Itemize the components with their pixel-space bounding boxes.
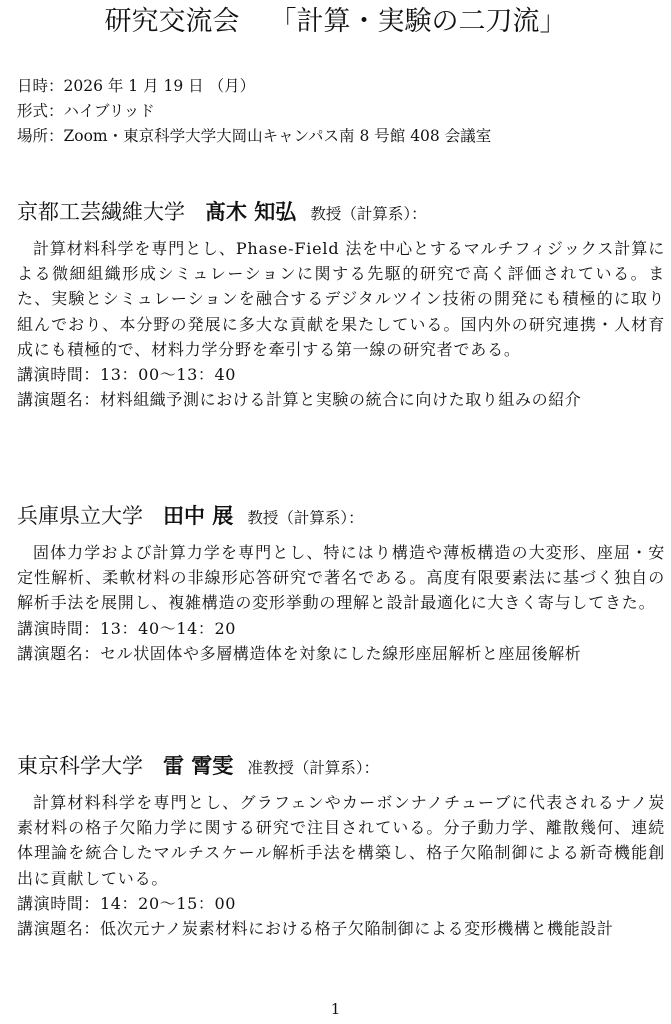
page-title	[0, 4, 671, 40]
talk-time: 講演時間：13：00〜13：40	[17, 365, 237, 385]
speaker-section-2	[17, 500, 665, 666]
speaker-name: 雷 霄雯	[163, 754, 234, 778]
title-theme: 「計算・実験の二刀流」	[269, 6, 567, 37]
title-event-name: 研究交流会	[104, 6, 240, 37]
speaker-role: 准教授（計算系）：	[247, 759, 380, 777]
speaker-bio: 固体力学および計算力学を専門とし、特にはり構造や薄板構造の大変形、座屈・安定性解析、柔軟材料の非線形応答研究で著名である。高度有限要素法に基づく独自の解析手法を展開し、複雑構造の変形挙動の理解と設計最適化に大きく寄与してきた。	[17, 543, 665, 613]
speaker-name: 髙木 知弘	[205, 200, 297, 224]
event-venue: 場所：Zoom・東京科学大学大岡山キャンパス南 8 号館 408 会議室	[17, 127, 492, 145]
talk-time: 講演時間：14：20〜15：00	[17, 893, 237, 913]
speaker-heading	[17, 196, 665, 230]
speaker-role: 教授（計算系）：	[310, 205, 427, 223]
speaker-affiliation: 東京科学大学	[17, 754, 143, 778]
speaker-heading	[17, 750, 665, 784]
speaker-heading	[17, 500, 665, 534]
talk-title: 講演題名：低次元ナノ炭素材料における格子欠陥制御による変形機構と機能設計	[17, 919, 614, 939]
event-date: 日時：2026 年 1 月 19 日 （月）	[17, 77, 256, 95]
talk-title: 講演題名：材料組織予測における計算と実験の統合に向けた取り組みの紹介	[17, 390, 582, 410]
speaker-section-3	[17, 750, 665, 942]
event-format: 形式：ハイブリッド	[17, 102, 155, 120]
speaker-affiliation: 兵庫県立大学	[17, 504, 143, 528]
page-number: 1	[330, 1000, 341, 1018]
speaker-role: 教授（計算系）：	[247, 509, 364, 527]
speaker-bio: 計算材料科学を専門とし、グラフェンやカーボンナノチューブに代表されるナノ炭素材料の格子欠陥力学に関する研究で注目されている。分子動力学、離散幾何、連続体理論を統合したマルチスケール解析手法を構築し、格子欠陥制御による新奇機能創出に貢献している。	[17, 793, 665, 888]
event-info	[17, 74, 491, 149]
speaker-name: 田中 展	[163, 504, 234, 528]
speaker-affiliation: 京都工芸繊維大学	[17, 200, 185, 224]
speaker-bio: 計算材料科学を専門とし、Phase-Field 法を中心とするマルチフィジックス計算による微細組織形成シミュレーションに関する先駆的研究で高く評価されている。また、実験とシミュレーションを融合するデジタルツイン技術の開発にも積極的に取り組んでおり、本分野の発展に多大な貢献を果たしている。国内外の研究連携・人材育成にも積極的で、材料力学分野を牽引する第一線の研究者である。	[17, 239, 665, 359]
talk-title: 講演題名：セル状固体や多層構造体を対象にした線形座屈解析と座屈後解析	[17, 644, 582, 664]
talk-time: 講演時間：13：40〜14：20	[17, 618, 237, 638]
speaker-section-1	[17, 196, 665, 413]
